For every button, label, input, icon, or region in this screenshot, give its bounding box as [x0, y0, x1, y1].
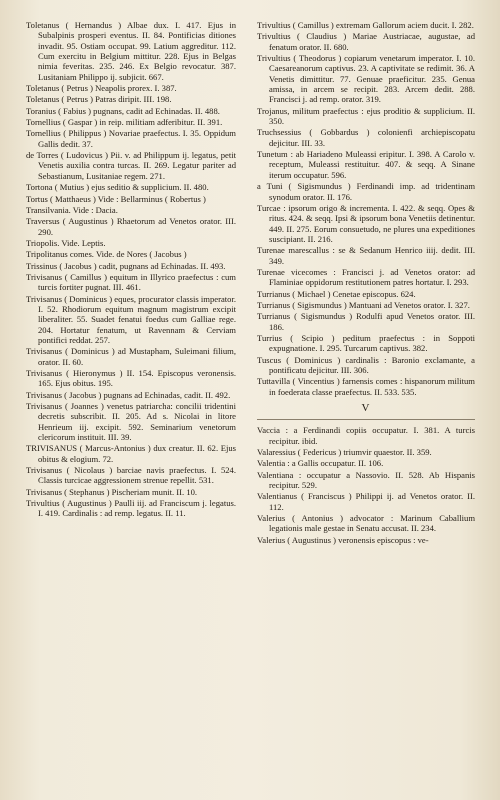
index-entry: TRIVISANUS ( Marcus-Antonius ) dux creatur. II. 62. Ejus obitus & elogium. 72.: [26, 443, 236, 464]
index-entry: Valerius ( Antonius ) advocator : Marinum Caballium legationis male gestae in Senatu accusat. II. 234.: [257, 513, 475, 534]
index-entry: Tornellius ( Gaspar ) in reip. militiam adferibitur. II. 391.: [26, 117, 223, 128]
index-entry: Trivisanus ( Dominicus ) ad Mustapham, Suleimani filium, orator. II. 60.: [26, 346, 236, 367]
index-entry: Turrianus ( Sigismundus ) Rodulfi apud Venetos orator. III. 186.: [257, 311, 475, 332]
index-entry: Trivultius ( Augustinus ) Paulli iij. ad Franciscum j. legatus. I. 419. Cardinalis : ad remp. legatus. II. 11.: [26, 498, 236, 519]
index-entry: Valaressius ( Federicus ) triumvir quaestor. II. 359.: [257, 447, 432, 458]
index-entry: Tortus ( Matthaeus ) Vide : Bellarminus ( Robertus ): [26, 193, 206, 204]
index-entry: Trivultius ( Claudius ) Mariae Austriacae, augustae, ad fenatum orator. II. 680.: [257, 31, 475, 52]
index-entry: Truchsessius ( Gobbardus ) colonienfi archiepiscopatu dejicitur. III. 33.: [257, 127, 475, 148]
section-divider: [257, 419, 475, 420]
index-entry: a Tuni ( Sigismundus ) Ferdinandi imp. ad tridentinam synodum orator. II. 176.: [257, 181, 475, 202]
index-entry: Tornellius ( Philippus ) Novariae praefectus. I. 35. Oppidum Gallis dedit. 37.: [26, 128, 236, 149]
index-entry: Turrianus ( Michael ) Cenetae episcopus. 624.: [257, 288, 416, 299]
index-entry: Valentianus ( Franciscus ) Philippi ij. ad Venetos orator. II. 112.: [257, 491, 475, 512]
left-column: [26, 20, 236, 520]
index-entry: Trissinus ( Jacobus ) cadit, pugnans ad Echinadas. II. 493.: [26, 260, 226, 271]
right-column: [257, 20, 475, 546]
index-entry: Tunetum : ab Hariadeno Muleassi eripitur. I. 398. A Carolo v. receptum, Muleassi restituitur. 407. & seqq. A Sinane iterum occupatur. 596.: [257, 149, 475, 180]
index-entry: Trivisanus ( Jacobus ) pugnans ad Echinadas, cadit. II. 492.: [26, 389, 231, 400]
index-entry: Turrianus ( Sigismundus ) Mantuani ad Venetos orator. I. 327.: [257, 299, 470, 310]
index-entry: Valentiana : occupatur a Nassovio. II. 528. Ab Hispanis recipitur. 529.: [257, 469, 475, 491]
index-entry: Turenae vicecomes : Francisci j. ad Venetos orator: ad Flaminiae oppidorum restitutionem patres hortatur. I. 293.: [257, 266, 475, 288]
index-entry: Triopolis. Vide. Leptis.: [26, 237, 106, 248]
index-entry: Tripolitanus comes. Vide. de Nores ( Jacobus ): [26, 249, 187, 260]
index-entry: Turrius ( Scipio ) peditum praefectus : in Soppoti expugnatione. I. 295. Turcarum captivus. 382.: [257, 332, 475, 354]
index-entry: Tuscus ( Dominicus ) cardinalis : Baronio exclamante, a pontificatu dejicitur. III. 306.: [257, 354, 475, 375]
index-entry: Trivisanus ( Dominicus ) eques, procurator classis imperator. I. 52. Rhodiorum equitum magnum magistrum excipit liberaliter. 55. Suadet fenatui foedus cum Galliae rege. 204. Hortatur fenatum, ut Ravennam & Cerviam pontifici reddat. 257.: [26, 293, 236, 345]
index-entry: Transilvania. Vide : Dacia.: [26, 204, 118, 215]
index-entry: Tortona ( Mutius ) ejus seditio & supplicium. II. 480.: [26, 182, 209, 193]
index-entry: Trivisanus ( Joannes ) venetus patriarcha: concilii tridentini decretis subscribit. II. 205. Ad s. Nicolai in litore Henrieum iij. excipit. 592. Seminarium venetorum clericorum instituit. III. 39.: [26, 401, 236, 443]
index-entry: Turenae marescallus : se & Sedanum Henrico iiij. dedit. III. 349.: [257, 245, 475, 266]
index-entry: Trojanus, militum praefectus : ejus proditio & supplicium. II. 350.: [257, 105, 475, 127]
index-entry: Trivisanus ( Nicolaus ) barciae navis praefectus. I. 524. Classis turcicae aggressionem strenue repellit. 531.: [26, 465, 236, 486]
index-entry: Valentia : a Gallis occupatur. II. 106.: [257, 458, 384, 469]
index-entry: Trivultius ( Theodorus ) copiarum venetarum imperator. I. 10. Caesareanorum captivus. 23. A captivitate se redimit. 36. A Venetis dimittitur. 77. Genuae praeficitur. 235. Genua amissa, in arcem se recipit. 283. Arcem dedit. 288. Francisci j. ad remp. orator. 319.: [257, 53, 475, 105]
index-entry: Trivisanus ( Hieronymus ) II. 154. Episcopus veronensis. 165. Ejus obitus. 195.: [26, 368, 236, 389]
index-entry: Turcae : ipsorum origo & incrementa. I. 422. & seqq. Opes & ritus. 424. & seqq. Ipsi & ipsorum bona Venetiis detinentur. 449. II. 275. Eorum consuetudo, ne plures una expeditiones suscipiant. II. 216.: [257, 202, 475, 244]
index-entry: Valerius ( Augustinus ) veronensis episcopus : ve-: [257, 534, 429, 545]
index-entry: Toletanus ( Hernandus ) Albae dux. I. 417. Ejus in Subalpinis prosperi eventus. II. 84. Pontificias ditiones invadit. 95. Ostiam occupat. 99. Latium aggreditur. 112. Cum exercitu in Belgium mittitur. 228. Ejus in Belgas nimia feveritas. 235. 246. Ex Belgio revocatur. 387. Lusitaniam Philippo ij. subjicit. 667.: [26, 20, 236, 82]
section-letter-heading: V: [361, 402, 371, 415]
index-entry: Trivisanus ( Stephanus ) Pischeriam munit. II. 10.: [26, 486, 198, 497]
index-entry: Trivultius ( Camillus ) extremam Gallorum aciem ducit. I. 282.: [257, 20, 474, 30]
index-entry: de Torres ( Ludovicus ) Pii. v. ad Philippum ij. legatus, petit Venetis auxilia contra turcas. II. 269. Legatur pariter ad Sebastianum, Lusitaniae regem. 271.: [26, 150, 236, 181]
index-entry: Toranius ( Fabius ) pugnans, cadit ad Echinadas. II. 488.: [26, 105, 220, 116]
index-entry: Traversus ( Augustinus ) Rhaetorum ad Venetos orator. III. 290.: [26, 216, 236, 237]
index-entry: Tuttavilla ( Vincentius ) farnensis comes : hispanorum militum in foederata classe praefectus. II. 533. 535.: [257, 376, 475, 397]
index-entry: Vaccia : a Ferdinandi copiis occupatur. I. 381. A turcis recipitur. ibid.: [257, 425, 475, 446]
index-entry: Toletanus ( Petrus ) Neapolis prorex. I. 387.: [26, 83, 177, 94]
index-entry: Toletanus ( Petrus ) Patras diripit. III. 198.: [26, 94, 172, 105]
index-entry: Trivisanus ( Camillus ) equitum in Illyrico praefectus : cum turcis fortiter pugnat. III. 461.: [26, 271, 236, 293]
